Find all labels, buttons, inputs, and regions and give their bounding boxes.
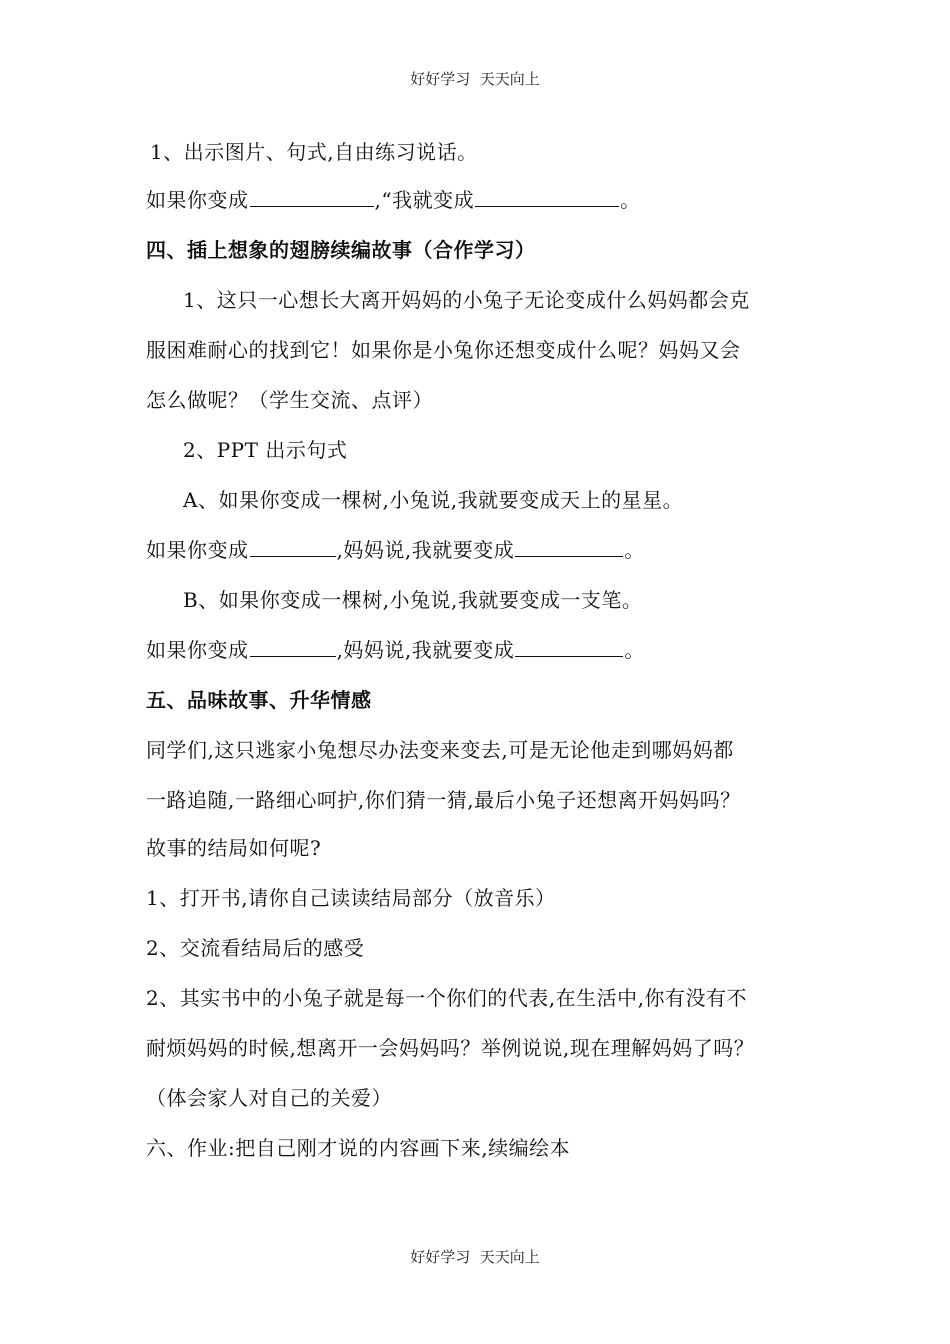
exercise-instruction: 1、出示图片、句式,自由练习说话。 bbox=[150, 140, 478, 164]
paragraph-line: 同学们,这只逃家小兔想尽办法变来变去,可是无论他走到哪妈妈都 bbox=[146, 738, 734, 762]
fill-blank bbox=[515, 636, 623, 657]
section-heading-5: 五、品味故事、升华情感 bbox=[146, 688, 372, 712]
fill-blank bbox=[475, 186, 619, 207]
paragraph-line: 1、这只一心想长大离开妈妈的小兔子无论变成什么妈妈都会克 bbox=[183, 288, 750, 312]
sentence-text: ,“我就变成 bbox=[374, 188, 475, 212]
paragraph-line: （体会家人对自己的关爱） bbox=[146, 1086, 392, 1110]
sentence-pattern-1 bbox=[146, 186, 641, 214]
fill-blank bbox=[515, 536, 623, 557]
sentence-text: 。 bbox=[624, 638, 645, 662]
sentence-text: 如果你变成 bbox=[146, 638, 249, 662]
paragraph-line: 耐烦妈妈的时候,想离开一会妈妈吗？举例说说,现在理解妈妈了吗？ bbox=[146, 1036, 755, 1060]
paragraph-line: 服困难耐心的找到它！如果你是小兔你还想变成什么呢？妈妈又会 bbox=[146, 338, 741, 362]
activity-step: 1、打开书,请你自己读读结局部分（放音乐） bbox=[146, 886, 556, 910]
example-a: A、如果你变成一棵树,小兔说,我就要变成天上的星星。 bbox=[183, 488, 684, 512]
ppt-pattern-heading: 2、PPT 出示句式 bbox=[183, 438, 348, 462]
fill-blank bbox=[250, 186, 374, 207]
page-footer: 好好学习 天天向上 bbox=[410, 1248, 540, 1266]
section-heading-4: 四、插上想象的翅膀续编故事（合作学习） bbox=[146, 238, 536, 262]
sentence-text: 如果你变成 bbox=[146, 188, 249, 212]
sentence-text: 如果你变成 bbox=[146, 538, 249, 562]
activity-step: 2、其实书中的小兔子就是每一个你们的代表,在生活中,你有没有不 bbox=[146, 986, 747, 1010]
fill-blank bbox=[250, 636, 336, 657]
sentence-text: 。 bbox=[620, 188, 641, 212]
fill-blank bbox=[250, 536, 336, 557]
page-header: 好好学习 天天向上 bbox=[410, 70, 540, 88]
sentence-text: ,妈妈说,我就要变成 bbox=[336, 538, 515, 562]
sentence-text: 。 bbox=[624, 538, 645, 562]
example-b: B、如果你变成一棵树,小兔说,我就要变成一支笔。 bbox=[183, 588, 643, 612]
activity-step: 2、交流看结局后的感受 bbox=[146, 936, 365, 960]
sentence-pattern-b bbox=[146, 636, 645, 664]
sentence-pattern-a bbox=[146, 536, 645, 564]
section-heading-6: 六、作业:把自己刚才说的内容画下来,续编绘本 bbox=[146, 1136, 571, 1160]
paragraph-line: 一路追随,一路细心呵护,你们猜一猜,最后小兔子还想离开妈妈吗？ bbox=[146, 788, 741, 812]
sentence-text: ,妈妈说,我就要变成 bbox=[336, 638, 515, 662]
paragraph-line: 故事的结局如何呢? bbox=[146, 836, 322, 860]
paragraph-line: 怎么做呢？（学生交流、点评） bbox=[146, 388, 433, 412]
